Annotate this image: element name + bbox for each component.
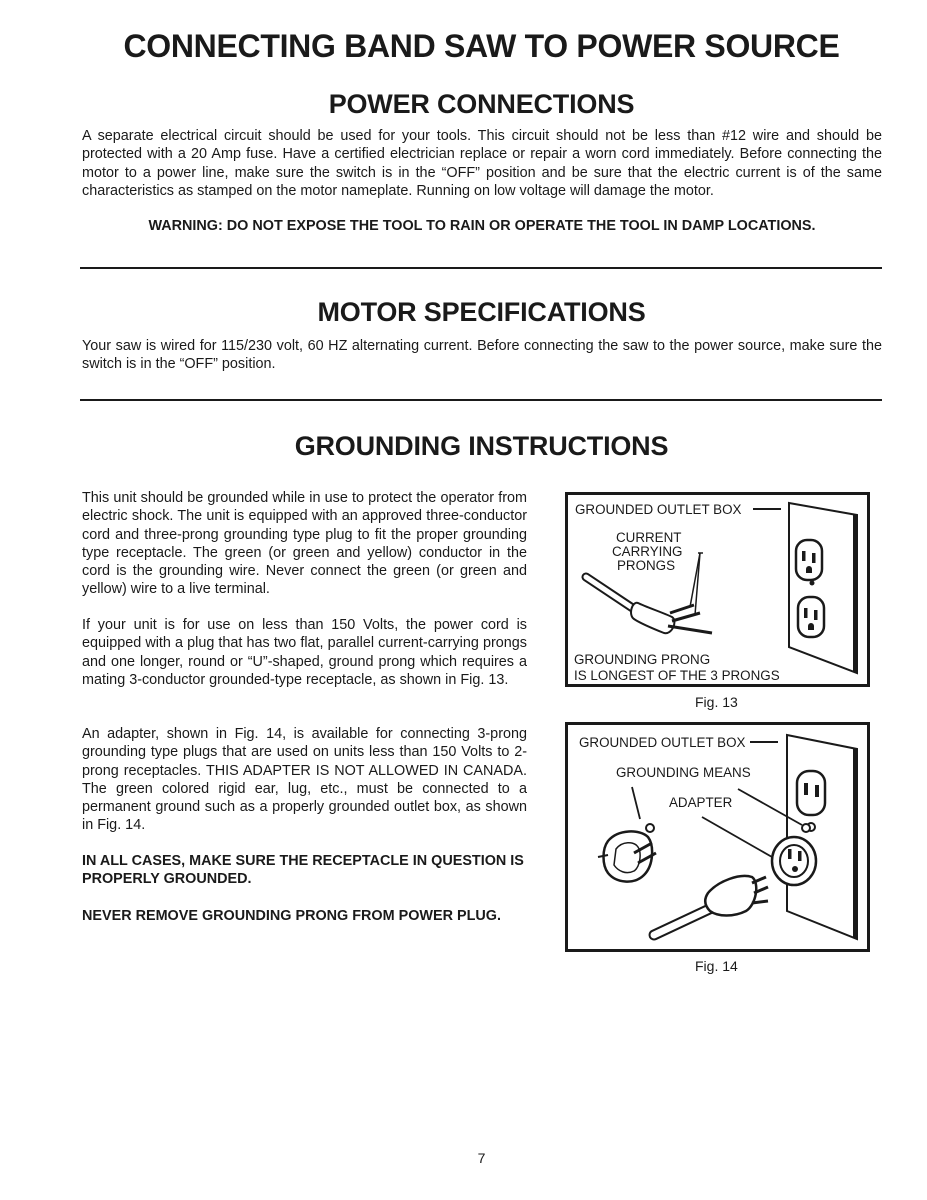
power-connections-body: A separate electrical circuit should be used for your tools. This circuit should not be less than #12 wire and should be protected with a 20 Amp fuse. Have a certified electrician replace or repair a worn cord immediately. Before connecting the motor to a power line, make sure the switch is in the “OFF” position and be sure that the electric current is of the same characteristics as stamped on the motor nameplate. Running on low voltage will damage the motor. — [82, 128, 882, 199]
grounding-paragraph-1: This unit should be grounded while in use to protect the operator from electric shock. The unit is equipped with an approved three-conductor cord and three-prong grounding type plug to fit the proper grounding type receptacle. The green (or green and yellow) conductor in the cord is the grounding wire. Never connect the green (or green and yellow) wire to a live terminal. — [82, 490, 527, 598]
figure-14 — [565, 722, 870, 952]
fig14-caption: Fig. 14 — [695, 958, 738, 974]
power-connections-heading: POWER CONNECTIONS — [328, 89, 635, 119]
page-number: 7 — [477, 1150, 486, 1166]
fig13-caption: Fig. 13 — [695, 694, 738, 710]
fig13-label-current-3: PRONGS — [616, 558, 676, 573]
motor-specifications-heading: MOTOR SPECIFICATIONS — [317, 297, 646, 327]
grounding-note-receptacle: IN ALL CASES, MAKE SURE THE RECEPTACLE IN QUESTION IS PROPERLY GROUNDED. — [82, 853, 524, 888]
section-divider — [80, 399, 882, 401]
section-divider — [80, 267, 882, 269]
grounding-note-prong: NEVER REMOVE GROUNDING PRONG FROM POWER PLUG. — [82, 908, 501, 924]
page-title: CONNECTING BAND SAW TO POWER SOURCE — [123, 28, 840, 64]
fig14-label-adapter: ADAPTER — [669, 795, 733, 810]
grounding-paragraph-3: An adapter, shown in Fig. 14, is available for connecting 3-prong grounding type plugs that are used on units less than 150 Volts to 2-prong receptacles. THIS ADAPTER IS NOT ALLOWED IN CANADA. The green colored rigid ear, lug, etc., must be connected to a permanent ground such as a properly grounded outlet box, as shown in Fig. 14. — [82, 726, 527, 834]
fig14-label-outlet-box: GROUNDED OUTLET BOX — [579, 735, 746, 750]
fig13-label-outlet-box: GROUNDED OUTLET BOX — [575, 502, 742, 517]
fig14-label-grounding-means: GROUNDING MEANS — [616, 765, 751, 780]
motor-specifications-body: Your saw is wired for 115/230 volt, 60 HZ alternating current. Before connecting the saw to the power source, make sure the switch is in the “OFF” position. — [82, 338, 882, 373]
grounding-paragraph-2: If your unit is for use on less than 150 Volts, the power cord is equipped with a plug that has two flat, parallel current-carrying prongs and one longer, round or “U”-shaped, ground prong which requires a mating 3-conductor grounded-type receptacle, as shown in Fig. 13. — [82, 617, 527, 688]
fig13-label-current-2: CARRYING — [612, 544, 683, 559]
fig13-label-ground-2: IS LONGEST OF THE 3 PRONGS — [574, 668, 780, 683]
three-prong-plug-icon — [654, 876, 768, 935]
three-prong-plug-icon — [586, 577, 712, 633]
fig13-label-ground-1: GROUNDING PRONG — [574, 652, 711, 667]
fig14-illustration — [568, 725, 867, 949]
fig13-label-current-1: CURRENT — [616, 530, 682, 545]
power-warning: WARNING: DO NOT EXPOSE THE TOOL TO RAIN OR OPERATE THE TOOL IN DAMP LOCATIONS. — [148, 218, 816, 234]
adapter-icon — [598, 824, 656, 882]
figure-13 — [565, 492, 870, 687]
grounding-heading: GROUNDING INSTRUCTIONS — [294, 431, 669, 461]
